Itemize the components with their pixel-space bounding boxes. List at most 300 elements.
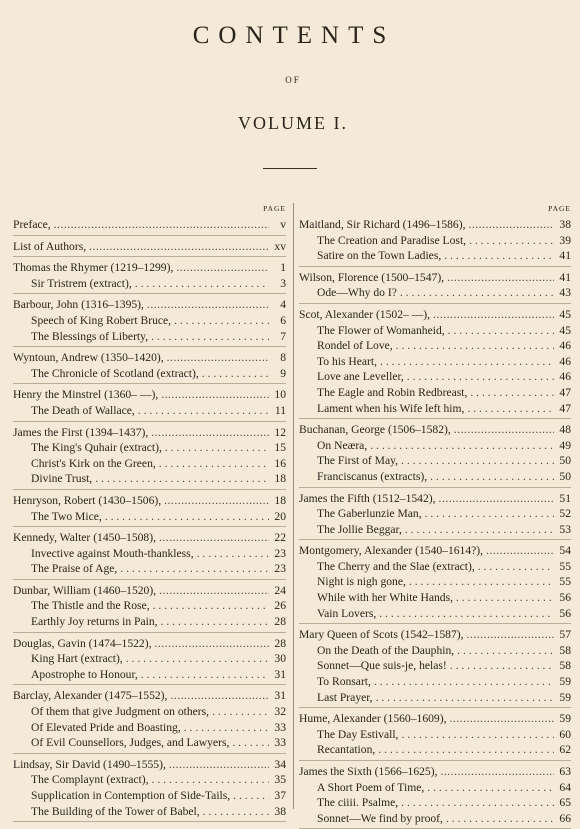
toc-author-entry[interactable]: [299, 270, 571, 286]
toc-entry-text: Scot, Alexander (1502– —),: [299, 307, 431, 321]
toc-entry-text: The Blessings of Liberty,: [31, 329, 149, 343]
toc-group: [299, 540, 571, 624]
dot-leader: [147, 297, 269, 313]
toc-page-number: 20: [274, 509, 286, 523]
toc-work-entry[interactable]: [299, 574, 571, 590]
dot-leader: [152, 772, 269, 788]
toc-author-entry[interactable]: [299, 491, 571, 507]
toc-work-entry[interactable]: [13, 720, 286, 736]
toc-author-entry[interactable]: [13, 239, 286, 255]
toc-page-number: 46: [559, 354, 571, 368]
toc-page-number: 30: [274, 652, 286, 666]
toc-group: [13, 685, 286, 753]
dot-leader: [374, 674, 554, 690]
toc-author-entry[interactable]: [299, 543, 571, 559]
dot-leader: [401, 795, 554, 811]
toc-page-number: 16: [274, 456, 286, 470]
toc-page-number: 18: [274, 472, 286, 486]
dot-leader: [126, 651, 269, 667]
dot-leader: [407, 369, 554, 385]
toc-work-entry[interactable]: [299, 643, 571, 659]
toc-page-number: 55: [559, 575, 571, 589]
toc-entry-text: A Short Poem of Time,: [317, 780, 425, 794]
toc-entry-text: The Chronicle of Scotland (extract),: [31, 366, 199, 380]
dot-leader: [444, 248, 554, 264]
toc-entry-text: Franciscanus (extracts),: [317, 469, 428, 483]
dot-leader: [95, 471, 269, 487]
toc-author-entry[interactable]: [13, 260, 286, 276]
toc-work-entry[interactable]: [13, 614, 286, 630]
toc-page-number: 51: [559, 491, 571, 505]
toc-page-number: 58: [559, 643, 571, 657]
toc-page-number: 35: [274, 773, 286, 787]
toc-author-entry[interactable]: [13, 493, 286, 509]
dot-leader: [450, 658, 554, 674]
toc-page-number: 59: [559, 690, 571, 704]
toc-entry-text: Recantation,: [317, 743, 376, 757]
toc-work-entry[interactable]: [299, 338, 571, 354]
toc-page-number: 23: [274, 562, 286, 576]
toc-group: [13, 384, 286, 421]
toc-work-entry[interactable]: [299, 385, 571, 401]
toc-page-number: 15: [274, 441, 286, 455]
toc-entry-text: Night is nigh gone,: [317, 575, 406, 589]
dot-leader: [170, 688, 269, 704]
toc-group: [13, 633, 286, 686]
dot-leader: [203, 804, 269, 820]
toc-entry-text: King Hart (extract),: [31, 652, 123, 666]
toc-page-number: 10: [274, 388, 286, 402]
toc-work-entry[interactable]: [13, 471, 286, 487]
toc-entry-text: Thomas the Rhymer (1219–1299),: [13, 261, 174, 275]
toc-entry-text: The ciiii. Psalme,: [317, 796, 399, 810]
toc-work-entry[interactable]: [13, 366, 286, 382]
toc-group: [13, 490, 286, 527]
toc-page-number: 6: [280, 313, 286, 327]
toc-entry-text: Last Prayer,: [317, 690, 373, 704]
dot-leader: [202, 366, 269, 382]
dot-leader: [370, 438, 554, 454]
dot-leader: [376, 690, 554, 706]
toc-work-entry[interactable]: [13, 561, 286, 577]
dot-leader: [233, 788, 269, 804]
toc-entry-text: The Complaynt (extract),: [31, 773, 149, 787]
dot-leader: [153, 598, 269, 614]
toc-work-entry[interactable]: [13, 704, 286, 720]
toc-entry-text: Speech of King Robert Bruce,: [31, 313, 172, 327]
toc-work-entry[interactable]: [299, 522, 571, 538]
dot-leader: [427, 780, 554, 796]
toc-author-entry[interactable]: [13, 688, 286, 704]
dot-leader: [167, 350, 269, 366]
toc-work-entry[interactable]: [13, 509, 286, 525]
toc-entry-text: Satire on the Town Ladies,: [317, 249, 442, 263]
toc-work-entry[interactable]: [299, 323, 571, 339]
toc-group: [299, 624, 571, 708]
toc-entry-text: James the First (1394–1437),: [13, 425, 149, 439]
toc-page-number: 39: [559, 233, 571, 247]
toc-page-number: 28: [274, 636, 286, 650]
dot-leader: [159, 530, 269, 546]
toc-page-number: 46: [559, 339, 571, 353]
toc-page-number: 57: [559, 628, 571, 642]
dot-leader: [154, 636, 269, 652]
toc-entry-text: Mary Queen of Scots (1542–1587),: [299, 628, 464, 642]
dot-leader: [396, 338, 554, 354]
toc-work-entry[interactable]: [13, 546, 286, 562]
dot-leader: [120, 561, 269, 577]
toc-page-number: 11: [274, 403, 286, 417]
toc-work-entry[interactable]: [299, 506, 571, 522]
dot-leader: [138, 403, 269, 419]
toc-entry-text: Lament when his Wife left him,: [317, 401, 465, 415]
toc-page-number: 9: [280, 366, 286, 380]
dot-leader: [54, 217, 269, 233]
dot-leader: [379, 606, 554, 622]
toc-entry-text: Supplication in Contemption of Side-Tails,: [31, 789, 231, 802]
toc-entry-text: The Thistle and the Rose,: [31, 599, 150, 613]
title-of: OF: [285, 75, 301, 85]
dot-leader: [169, 757, 269, 773]
toc-entry-text: Lindsay, Sir David (1490–1555),: [13, 757, 166, 771]
toc-author-entry[interactable]: [299, 422, 571, 438]
toc-page-number: 46: [559, 370, 571, 384]
dot-leader: [468, 217, 554, 233]
dot-leader: [425, 506, 554, 522]
toc-entry-text: Douglas, Gavin (1474–1522),: [13, 636, 152, 650]
toc-entry-text: Rondel of Love,: [317, 339, 393, 353]
toc-group: [299, 304, 571, 419]
toc-author-entry[interactable]: [13, 583, 286, 599]
toc-entry-text: Sir Tristrem (extract),: [31, 276, 132, 290]
toc-page-number: 56: [559, 591, 571, 605]
toc-entry-text: On Neæra,: [317, 438, 368, 452]
toc-work-entry[interactable]: [299, 590, 571, 606]
toc-page-number: 47: [559, 385, 571, 399]
right-entries: [299, 214, 571, 829]
toc-work-entry[interactable]: [299, 233, 571, 249]
toc-entry-text: Of Elevated Pride and Boasting,: [31, 720, 181, 734]
toc-page-number: 45: [559, 307, 571, 321]
toc-page-number: 8: [280, 351, 286, 365]
toc-entry-text: Henryson, Robert (1430–1506),: [13, 493, 162, 507]
toc-author-entry[interactable]: [13, 217, 286, 233]
toc-work-entry[interactable]: [299, 690, 571, 706]
toc-page-number: 47: [559, 401, 571, 415]
dot-leader: [439, 491, 554, 507]
toc-entry-text: Buchanan, George (1506–1582),: [299, 423, 451, 437]
toc-page-number: 23: [274, 546, 286, 560]
toc-work-entry[interactable]: [299, 438, 571, 454]
dot-leader: [174, 313, 269, 329]
toc-page-number: 28: [274, 615, 286, 629]
toc-page-number: 24: [274, 583, 286, 597]
toc-entry-text: While with her White Hands,: [317, 591, 453, 605]
toc-work-entry[interactable]: [299, 453, 571, 469]
toc-group: [13, 294, 286, 347]
toc-entry-text: The First of May,: [317, 454, 399, 468]
toc-page-number: 50: [559, 454, 571, 468]
toc-entry-text: Sonnet—Que suis-je, helas!: [317, 659, 447, 673]
dot-leader: [469, 233, 554, 249]
left-entries: [13, 214, 286, 822]
toc-work-entry[interactable]: [299, 795, 571, 811]
toc-author-entry[interactable]: [13, 425, 286, 441]
toc-page-number: 22: [274, 531, 286, 545]
toc-work-entry[interactable]: [299, 559, 571, 575]
toc-work-entry[interactable]: [13, 403, 286, 419]
toc-entry-text: The Jollie Beggar,: [317, 522, 402, 536]
toc-entry-text: Invective against Mouth-thankless,: [31, 546, 194, 560]
dot-leader: [486, 543, 554, 559]
dot-leader: [467, 627, 554, 643]
dot-leader: [430, 469, 554, 485]
contents-left-column: [13, 204, 286, 822]
toc-page-number: 33: [274, 720, 286, 734]
dot-leader: [212, 704, 269, 720]
toc-work-entry[interactable]: [13, 667, 286, 683]
toc-page-number: 65: [559, 796, 571, 810]
dot-leader: [380, 354, 554, 370]
dot-leader: [159, 456, 269, 472]
dot-leader: [159, 583, 269, 599]
dot-leader: [161, 387, 269, 403]
toc-group: [13, 754, 286, 822]
toc-page-number: 59: [559, 712, 571, 726]
dot-leader: [197, 546, 269, 562]
toc-entry-text: Preface,: [13, 218, 51, 231]
dot-leader: [89, 239, 269, 255]
dot-leader: [449, 711, 554, 727]
toc-work-entry[interactable]: [13, 772, 286, 788]
page-column-label: PAGE: [263, 204, 286, 213]
dot-leader: [454, 422, 554, 438]
toc-page-number: 64: [559, 780, 571, 794]
toc-work-entry[interactable]: [299, 248, 571, 264]
volume-title: VOLUME I.: [238, 113, 348, 133]
toc-entry-text: Sonnet—We find by proof,: [317, 811, 443, 825]
toc-work-entry[interactable]: [13, 735, 286, 751]
toc-entry-text: Ode—Why do I?: [317, 286, 397, 300]
toc-entry-text: Barclay, Alexander (1475–1552),: [13, 689, 168, 703]
dot-leader: [105, 509, 269, 525]
toc-work-entry[interactable]: [13, 456, 286, 472]
toc-page-number: 32: [274, 705, 286, 719]
toc-entry-text: Dunbar, William (1460–1520),: [13, 583, 157, 597]
toc-entry-text: Love ane Leveller,: [317, 370, 404, 384]
toc-page-number: 56: [559, 606, 571, 620]
toc-author-entry[interactable]: [299, 217, 571, 233]
toc-entry-text: The Day Estivall,: [317, 727, 399, 741]
dot-leader: [135, 276, 269, 292]
toc-page-number: 55: [559, 559, 571, 573]
toc-page-number: 41: [559, 270, 571, 284]
toc-work-entry[interactable]: [299, 727, 571, 743]
toc-work-entry[interactable]: [13, 651, 286, 667]
toc-group: [13, 236, 286, 258]
dot-leader: [176, 260, 269, 276]
page-title: CONTENTS: [192, 22, 396, 49]
toc-group: [13, 257, 286, 294]
toc-work-entry[interactable]: [13, 313, 286, 329]
toc-entry-text: The Gaberlunzie Man,: [317, 507, 422, 521]
toc-work-entry[interactable]: [299, 742, 571, 758]
toc-entry-text: To his Heart,: [317, 354, 378, 368]
toc-page-number: 49: [559, 438, 571, 452]
toc-entry-text: The Death of Wallace,: [31, 403, 135, 417]
toc-author-entry[interactable]: [13, 530, 286, 546]
toc-work-entry[interactable]: [299, 354, 571, 370]
toc-work-entry[interactable]: [299, 285, 571, 301]
toc-page-number: 18: [274, 493, 286, 507]
toc-work-entry[interactable]: [299, 401, 571, 417]
page-column-label: PAGE: [548, 204, 571, 213]
dot-leader: [433, 307, 554, 323]
toc-entry-text: Apostrophe to Honour,: [31, 667, 138, 681]
toc-group: [299, 267, 571, 304]
dot-leader: [447, 270, 554, 286]
toc-group: [299, 761, 571, 829]
dot-leader: [446, 811, 554, 827]
toc-page-number: 26: [274, 599, 286, 613]
toc-author-entry[interactable]: [299, 627, 571, 643]
toc-work-entry[interactable]: [299, 469, 571, 485]
toc-group: [299, 419, 571, 487]
toc-entry-text: Kennedy, Walter (1450–1508),: [13, 531, 156, 545]
toc-author-entry[interactable]: [13, 297, 286, 313]
toc-entry-text: The Building of the Tower of Babel,: [31, 804, 200, 818]
toc-entry-text: Divine Trust,: [31, 472, 93, 486]
toc-group: [299, 214, 571, 267]
toc-page-number: 48: [559, 423, 571, 437]
toc-page-number: 60: [559, 727, 571, 741]
dot-leader: [405, 522, 554, 538]
toc-entry-text: Hume, Alexander (1560–1609),: [299, 712, 447, 726]
dot-leader: [456, 590, 554, 606]
dot-leader: [184, 720, 269, 736]
toc-entry-text: James the Fifth (1512–1542),: [299, 491, 436, 505]
toc-page-number: 50: [559, 469, 571, 483]
toc-page-number: 66: [559, 811, 571, 825]
toc-group: [13, 422, 286, 490]
toc-entry-text: James the Sixth (1566–1625),: [299, 765, 438, 778]
toc-page-number: 31: [274, 689, 286, 703]
dot-leader: [409, 574, 554, 590]
toc-author-entry[interactable]: [13, 387, 286, 403]
toc-work-entry[interactable]: [299, 369, 571, 385]
toc-page-number: 41: [559, 249, 571, 263]
toc-page-number: 45: [559, 323, 571, 337]
toc-page-number: 3: [280, 276, 286, 290]
toc-entry-text: Earthly Joy returns in Pain,: [31, 615, 158, 629]
dot-leader: [401, 727, 554, 743]
toc-entry-text: Barbour, John (1316–1395),: [13, 298, 144, 312]
toc-work-entry[interactable]: [13, 440, 286, 456]
dot-leader: [448, 323, 554, 339]
toc-page-number: 53: [559, 522, 571, 536]
toc-page-number: 34: [274, 757, 286, 771]
toc-work-entry[interactable]: [299, 606, 571, 622]
toc-author-entry[interactable]: [13, 757, 286, 773]
toc-entry-text: Christ's Kirk on the Green,: [31, 456, 156, 470]
toc-group: [299, 708, 571, 761]
toc-entry-text: The Eagle and Robin Redbreast,: [317, 385, 468, 399]
toc-entry-text: The Two Mice,: [31, 509, 102, 523]
toc-author-entry[interactable]: [13, 350, 286, 366]
toc-page-number: 38: [274, 804, 286, 818]
toc-work-entry[interactable]: [13, 329, 286, 345]
toc-work-entry[interactable]: [13, 788, 286, 804]
toc-work-entry[interactable]: [13, 804, 286, 820]
toc-entry-text: The Creation and Paradise Lost,: [317, 233, 467, 247]
toc-group: [13, 347, 286, 384]
toc-page-number: 52: [559, 507, 571, 521]
toc-entry-text: Of them that give Judgment on others,: [31, 705, 210, 719]
toc-page-number: 54: [559, 544, 571, 558]
toc-group: [13, 580, 286, 633]
dot-leader: [401, 453, 554, 469]
dot-leader: [400, 285, 554, 301]
toc-page-number: 4: [280, 298, 286, 312]
toc-group: [13, 214, 286, 236]
toc-page-number: 63: [559, 765, 571, 778]
toc-page-number: 62: [559, 743, 571, 757]
toc-work-entry[interactable]: [299, 780, 571, 796]
column-divider: [293, 203, 294, 809]
dot-leader: [141, 667, 269, 683]
toc-entry-text: Montgomery, Alexander (1540–1614?),: [299, 544, 484, 558]
dot-leader: [457, 643, 554, 659]
toc-page-number: 38: [559, 218, 571, 231]
toc-entry-text: The Flower of Womanheid,: [317, 323, 445, 337]
dot-leader: [151, 425, 269, 441]
dot-leader: [161, 614, 269, 630]
toc-work-entry[interactable]: [299, 674, 571, 690]
toc-page-number: 7: [280, 329, 286, 343]
dot-leader: [478, 559, 554, 575]
toc-author-entry[interactable]: [13, 636, 286, 652]
toc-work-entry[interactable]: [299, 811, 571, 827]
toc-author-entry[interactable]: [299, 711, 571, 727]
toc-work-entry[interactable]: [13, 276, 286, 292]
toc-entry-text: On the Death of the Dauphin,: [317, 643, 455, 657]
toc-entry-text: The King's Quhair (extract),: [31, 441, 162, 455]
toc-page-number: 12: [274, 425, 286, 439]
dot-leader: [470, 385, 554, 401]
toc-author-entry[interactable]: [299, 764, 571, 780]
toc-entry-text: The Cherry and the Slae (extract),: [317, 559, 475, 573]
dot-leader: [232, 735, 269, 751]
contents-right-column: [299, 204, 571, 829]
toc-entry-text: Maitland, Sir Richard (1496–1586),: [299, 218, 466, 231]
dot-leader: [440, 764, 554, 780]
toc-group: [13, 527, 286, 580]
toc-page-number: 33: [274, 736, 286, 750]
dot-leader: [165, 440, 269, 456]
toc-page-number: 1: [280, 261, 286, 275]
toc-entry-text: Of Evil Counsellors, Judges, and Lawyers,: [31, 736, 230, 750]
toc-entry-text: List of Authors,: [13, 239, 87, 253]
toc-author-entry[interactable]: [299, 307, 571, 323]
toc-group: [299, 488, 571, 541]
toc-work-entry[interactable]: [299, 658, 571, 674]
title-rule: [263, 168, 317, 169]
dot-leader: [164, 493, 269, 509]
toc-entry-text: To Ronsart,: [317, 675, 371, 689]
toc-work-entry[interactable]: [13, 598, 286, 614]
toc-entry-text: Vain Lovers,: [317, 606, 377, 620]
dot-leader: [378, 742, 554, 758]
